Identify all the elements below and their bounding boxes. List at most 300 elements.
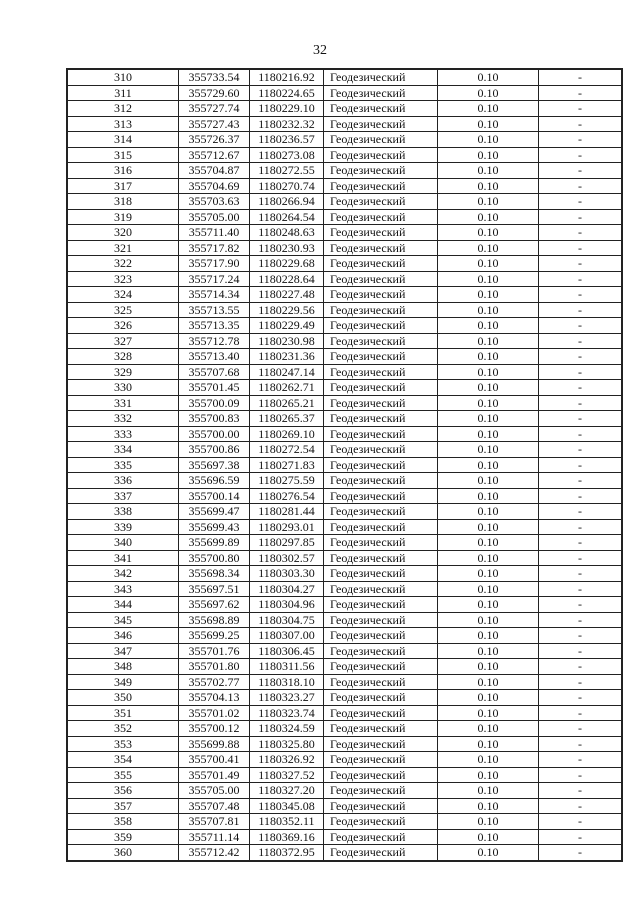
method-cell: Геодезический <box>324 612 438 628</box>
point-number-cell: 320 <box>67 225 179 241</box>
table-row <box>67 721 622 737</box>
point-number-cell: 338 <box>67 504 179 520</box>
point-number-cell: 313 <box>67 116 179 132</box>
note-cell: - <box>539 767 623 783</box>
accuracy-cell: 0.10 <box>438 225 539 241</box>
y-coordinate-cell: 1180227.48 <box>250 287 324 303</box>
y-coordinate-cell: 1180272.54 <box>250 442 324 458</box>
table-row <box>67 178 622 194</box>
table-row <box>67 256 622 272</box>
method-cell: Геодезический <box>324 194 438 210</box>
table-row <box>67 116 622 132</box>
accuracy-cell: 0.10 <box>438 845 539 861</box>
y-coordinate-cell: 1180262.71 <box>250 380 324 396</box>
accuracy-cell: 0.10 <box>438 101 539 117</box>
accuracy-cell: 0.10 <box>438 659 539 675</box>
accuracy-cell: 0.10 <box>438 581 539 597</box>
accuracy-cell: 0.10 <box>438 566 539 582</box>
point-number-cell: 333 <box>67 426 179 442</box>
x-coordinate-cell: 355704.87 <box>179 163 250 179</box>
y-coordinate-cell: 1180265.37 <box>250 411 324 427</box>
method-cell: Геодезический <box>324 163 438 179</box>
note-cell: - <box>539 705 623 721</box>
point-number-cell: 323 <box>67 271 179 287</box>
note-cell: - <box>539 411 623 427</box>
accuracy-cell: 0.10 <box>438 628 539 644</box>
x-coordinate-cell: 355701.80 <box>179 659 250 675</box>
accuracy-cell: 0.10 <box>438 395 539 411</box>
method-cell: Геодезический <box>324 225 438 241</box>
note-cell: - <box>539 442 623 458</box>
note-cell: - <box>539 302 623 318</box>
table-row <box>67 302 622 318</box>
x-coordinate-cell: 355717.24 <box>179 271 250 287</box>
table-row <box>67 535 622 551</box>
table-row <box>67 333 622 349</box>
accuracy-cell: 0.10 <box>438 473 539 489</box>
method-cell: Геодезический <box>324 411 438 427</box>
method-cell: Геодезический <box>324 798 438 814</box>
method-cell: Геодезический <box>324 302 438 318</box>
table-row <box>67 457 622 473</box>
point-number-cell: 348 <box>67 659 179 675</box>
method-cell: Геодезический <box>324 395 438 411</box>
y-coordinate-cell: 1180248.63 <box>250 225 324 241</box>
accuracy-cell: 0.10 <box>438 380 539 396</box>
accuracy-cell: 0.10 <box>438 132 539 148</box>
point-number-cell: 318 <box>67 194 179 210</box>
x-coordinate-cell: 355700.09 <box>179 395 250 411</box>
table-row <box>67 287 622 303</box>
note-cell: - <box>539 798 623 814</box>
method-cell: Геодезический <box>324 736 438 752</box>
y-coordinate-cell: 1180270.74 <box>250 178 324 194</box>
note-cell: - <box>539 426 623 442</box>
y-coordinate-cell: 1180325.80 <box>250 736 324 752</box>
x-coordinate-cell: 355707.68 <box>179 364 250 380</box>
y-coordinate-cell: 1180293.01 <box>250 519 324 535</box>
table-row <box>67 147 622 163</box>
table-row <box>67 426 622 442</box>
x-coordinate-cell: 355714.34 <box>179 287 250 303</box>
x-coordinate-cell: 355702.77 <box>179 674 250 690</box>
point-number-cell: 355 <box>67 767 179 783</box>
note-cell: - <box>539 612 623 628</box>
accuracy-cell: 0.10 <box>438 674 539 690</box>
x-coordinate-cell: 355727.43 <box>179 116 250 132</box>
y-coordinate-cell: 1180323.74 <box>250 705 324 721</box>
method-cell: Геодезический <box>324 535 438 551</box>
method-cell: Геодезический <box>324 705 438 721</box>
y-coordinate-cell: 1180224.65 <box>250 85 324 101</box>
accuracy-cell: 0.10 <box>438 504 539 520</box>
point-number-cell: 341 <box>67 550 179 566</box>
point-number-cell: 345 <box>67 612 179 628</box>
note-cell: - <box>539 178 623 194</box>
note-cell: - <box>539 674 623 690</box>
method-cell: Геодезический <box>324 240 438 256</box>
y-coordinate-cell: 1180324.59 <box>250 721 324 737</box>
note-cell: - <box>539 194 623 210</box>
note-cell: - <box>539 566 623 582</box>
x-coordinate-cell: 355717.90 <box>179 256 250 272</box>
table-row <box>67 597 622 613</box>
point-number-cell: 339 <box>67 519 179 535</box>
y-coordinate-cell: 1180236.57 <box>250 132 324 148</box>
point-number-cell: 356 <box>67 783 179 799</box>
point-number-cell: 359 <box>67 829 179 845</box>
note-cell: - <box>539 783 623 799</box>
x-coordinate-cell: 355700.83 <box>179 411 250 427</box>
x-coordinate-cell: 355711.40 <box>179 225 250 241</box>
table-row <box>67 395 622 411</box>
table-row <box>67 163 622 179</box>
accuracy-cell: 0.10 <box>438 457 539 473</box>
table-row <box>67 643 622 659</box>
x-coordinate-cell: 355696.59 <box>179 473 250 489</box>
y-coordinate-cell: 1180272.55 <box>250 163 324 179</box>
accuracy-cell: 0.10 <box>438 85 539 101</box>
accuracy-cell: 0.10 <box>438 318 539 334</box>
method-cell: Геодезический <box>324 116 438 132</box>
point-number-cell: 328 <box>67 349 179 365</box>
method-cell: Геодезический <box>324 488 438 504</box>
y-coordinate-cell: 1180297.85 <box>250 535 324 551</box>
note-cell: - <box>539 85 623 101</box>
note-cell: - <box>539 457 623 473</box>
accuracy-cell: 0.10 <box>438 705 539 721</box>
point-number-cell: 317 <box>67 178 179 194</box>
method-cell: Геодезический <box>324 581 438 597</box>
point-number-cell: 326 <box>67 318 179 334</box>
x-coordinate-cell: 355701.02 <box>179 705 250 721</box>
table-row <box>67 504 622 520</box>
x-coordinate-cell: 355707.81 <box>179 814 250 830</box>
table-row <box>67 674 622 690</box>
method-cell: Геодезический <box>324 457 438 473</box>
x-coordinate-cell: 355700.86 <box>179 442 250 458</box>
y-coordinate-cell: 1180311.56 <box>250 659 324 675</box>
method-cell: Геодезический <box>324 566 438 582</box>
x-coordinate-cell: 355697.38 <box>179 457 250 473</box>
table-row <box>67 566 622 582</box>
x-coordinate-cell: 355700.41 <box>179 752 250 768</box>
accuracy-cell: 0.10 <box>438 426 539 442</box>
x-coordinate-cell: 355703.63 <box>179 194 250 210</box>
y-coordinate-cell: 1180265.21 <box>250 395 324 411</box>
method-cell: Геодезический <box>324 333 438 349</box>
accuracy-cell: 0.10 <box>438 411 539 427</box>
x-coordinate-cell: 355701.45 <box>179 380 250 396</box>
point-number-cell: 327 <box>67 333 179 349</box>
note-cell: - <box>539 163 623 179</box>
y-coordinate-cell: 1180307.00 <box>250 628 324 644</box>
method-cell: Геодезический <box>324 674 438 690</box>
accuracy-cell: 0.10 <box>438 721 539 737</box>
y-coordinate-cell: 1180303.30 <box>250 566 324 582</box>
point-number-cell: 330 <box>67 380 179 396</box>
method-cell: Геодезический <box>324 287 438 303</box>
table-row <box>67 69 622 85</box>
point-number-cell: 352 <box>67 721 179 737</box>
y-coordinate-cell: 1180232.32 <box>250 116 324 132</box>
point-number-cell: 332 <box>67 411 179 427</box>
point-number-cell: 349 <box>67 674 179 690</box>
note-cell: - <box>539 287 623 303</box>
note-cell: - <box>539 736 623 752</box>
method-cell: Геодезический <box>324 318 438 334</box>
note-cell: - <box>539 380 623 396</box>
point-number-cell: 353 <box>67 736 179 752</box>
x-coordinate-cell: 355697.51 <box>179 581 250 597</box>
table-row <box>67 101 622 117</box>
x-coordinate-cell: 355697.62 <box>179 597 250 613</box>
y-coordinate-cell: 1180372.95 <box>250 845 324 861</box>
accuracy-cell: 0.10 <box>438 333 539 349</box>
x-coordinate-cell: 355701.49 <box>179 767 250 783</box>
table-row <box>67 488 622 504</box>
method-cell: Геодезический <box>324 721 438 737</box>
table-row <box>67 798 622 814</box>
x-coordinate-cell: 355698.89 <box>179 612 250 628</box>
x-coordinate-cell: 355727.74 <box>179 101 250 117</box>
point-number-cell: 311 <box>67 85 179 101</box>
x-coordinate-cell: 355726.37 <box>179 132 250 148</box>
note-cell: - <box>539 271 623 287</box>
table-row <box>67 659 622 675</box>
accuracy-cell: 0.10 <box>438 550 539 566</box>
x-coordinate-cell: 355712.78 <box>179 333 250 349</box>
x-coordinate-cell: 355700.12 <box>179 721 250 737</box>
y-coordinate-cell: 1180266.94 <box>250 194 324 210</box>
note-cell: - <box>539 690 623 706</box>
accuracy-cell: 0.10 <box>438 798 539 814</box>
accuracy-cell: 0.10 <box>438 736 539 752</box>
y-coordinate-cell: 1180323.27 <box>250 690 324 706</box>
note-cell: - <box>539 349 623 365</box>
table-row <box>67 845 622 861</box>
method-cell: Геодезический <box>324 147 438 163</box>
note-cell: - <box>539 473 623 489</box>
point-number-cell: 357 <box>67 798 179 814</box>
y-coordinate-cell: 1180271.83 <box>250 457 324 473</box>
table-row <box>67 194 622 210</box>
accuracy-cell: 0.10 <box>438 194 539 210</box>
accuracy-cell: 0.10 <box>438 209 539 225</box>
note-cell: - <box>539 519 623 535</box>
point-number-cell: 324 <box>67 287 179 303</box>
table-row <box>67 814 622 830</box>
y-coordinate-cell: 1180304.27 <box>250 581 324 597</box>
table-row <box>67 318 622 334</box>
point-number-cell: 316 <box>67 163 179 179</box>
table-row <box>67 783 622 799</box>
y-coordinate-cell: 1180229.68 <box>250 256 324 272</box>
point-number-cell: 334 <box>67 442 179 458</box>
table-row <box>67 519 622 535</box>
note-cell: - <box>539 659 623 675</box>
method-cell: Геодезический <box>324 597 438 613</box>
y-coordinate-cell: 1180229.10 <box>250 101 324 117</box>
method-cell: Геодезический <box>324 690 438 706</box>
note-cell: - <box>539 814 623 830</box>
point-number-cell: 314 <box>67 132 179 148</box>
table-row <box>67 829 622 845</box>
accuracy-cell: 0.10 <box>438 302 539 318</box>
y-coordinate-cell: 1180231.36 <box>250 349 324 365</box>
x-coordinate-cell: 355701.76 <box>179 643 250 659</box>
y-coordinate-cell: 1180327.52 <box>250 767 324 783</box>
y-coordinate-cell: 1180352.11 <box>250 814 324 830</box>
y-coordinate-cell: 1180304.96 <box>250 597 324 613</box>
x-coordinate-cell: 355713.55 <box>179 302 250 318</box>
table-row <box>67 380 622 396</box>
point-number-cell: 351 <box>67 705 179 721</box>
accuracy-cell: 0.10 <box>438 783 539 799</box>
y-coordinate-cell: 1180304.75 <box>250 612 324 628</box>
x-coordinate-cell: 355712.67 <box>179 147 250 163</box>
table-row <box>67 225 622 241</box>
table-row <box>67 132 622 148</box>
y-coordinate-cell: 1180275.59 <box>250 473 324 489</box>
accuracy-cell: 0.10 <box>438 814 539 830</box>
table-row <box>67 581 622 597</box>
y-coordinate-cell: 1180327.20 <box>250 783 324 799</box>
x-coordinate-cell: 355729.60 <box>179 85 250 101</box>
x-coordinate-cell: 355700.00 <box>179 426 250 442</box>
point-number-cell: 342 <box>67 566 179 582</box>
accuracy-cell: 0.10 <box>438 752 539 768</box>
accuracy-cell: 0.10 <box>438 488 539 504</box>
method-cell: Геодезический <box>324 829 438 845</box>
y-coordinate-cell: 1180318.10 <box>250 674 324 690</box>
accuracy-cell: 0.10 <box>438 349 539 365</box>
method-cell: Геодезический <box>324 85 438 101</box>
note-cell: - <box>539 225 623 241</box>
method-cell: Геодезический <box>324 101 438 117</box>
table-row <box>67 473 622 489</box>
method-cell: Геодезический <box>324 643 438 659</box>
point-number-cell: 312 <box>67 101 179 117</box>
method-cell: Геодезический <box>324 132 438 148</box>
method-cell: Геодезический <box>324 256 438 272</box>
x-coordinate-cell: 355699.43 <box>179 519 250 535</box>
x-coordinate-cell: 355713.35 <box>179 318 250 334</box>
point-number-cell: 331 <box>67 395 179 411</box>
point-number-cell: 354 <box>67 752 179 768</box>
point-number-cell: 337 <box>67 488 179 504</box>
y-coordinate-cell: 1180345.08 <box>250 798 324 814</box>
accuracy-cell: 0.10 <box>438 178 539 194</box>
accuracy-cell: 0.10 <box>438 271 539 287</box>
note-cell: - <box>539 581 623 597</box>
accuracy-cell: 0.10 <box>438 643 539 659</box>
method-cell: Геодезический <box>324 814 438 830</box>
y-coordinate-cell: 1180273.08 <box>250 147 324 163</box>
table-row <box>67 271 622 287</box>
x-coordinate-cell: 355699.89 <box>179 535 250 551</box>
note-cell: - <box>539 240 623 256</box>
note-cell: - <box>539 101 623 117</box>
y-coordinate-cell: 1180302.57 <box>250 550 324 566</box>
point-number-cell: 350 <box>67 690 179 706</box>
method-cell: Геодезический <box>324 519 438 535</box>
point-number-cell: 336 <box>67 473 179 489</box>
method-cell: Геодезический <box>324 364 438 380</box>
accuracy-cell: 0.10 <box>438 163 539 179</box>
note-cell: - <box>539 721 623 737</box>
accuracy-cell: 0.10 <box>438 240 539 256</box>
y-coordinate-cell: 1180326.92 <box>250 752 324 768</box>
accuracy-cell: 0.10 <box>438 442 539 458</box>
point-number-cell: 319 <box>67 209 179 225</box>
point-number-cell: 310 <box>67 69 179 85</box>
note-cell: - <box>539 69 623 85</box>
point-number-cell: 360 <box>67 845 179 861</box>
note-cell: - <box>539 318 623 334</box>
method-cell: Геодезический <box>324 442 438 458</box>
accuracy-cell: 0.10 <box>438 116 539 132</box>
method-cell: Геодезический <box>324 349 438 365</box>
x-coordinate-cell: 355704.69 <box>179 178 250 194</box>
method-cell: Геодезический <box>324 767 438 783</box>
coordinates-table-container <box>66 68 610 862</box>
note-cell: - <box>539 147 623 163</box>
y-coordinate-cell: 1180369.16 <box>250 829 324 845</box>
coordinates-table-body <box>67 69 622 861</box>
table-row <box>67 690 622 706</box>
note-cell: - <box>539 535 623 551</box>
y-coordinate-cell: 1180230.93 <box>250 240 324 256</box>
coordinates-table <box>66 68 623 862</box>
accuracy-cell: 0.10 <box>438 535 539 551</box>
table-row <box>67 752 622 768</box>
table-row <box>67 209 622 225</box>
method-cell: Геодезический <box>324 271 438 287</box>
note-cell: - <box>539 132 623 148</box>
note-cell: - <box>539 504 623 520</box>
y-coordinate-cell: 1180229.56 <box>250 302 324 318</box>
note-cell: - <box>539 643 623 659</box>
x-coordinate-cell: 355699.88 <box>179 736 250 752</box>
y-coordinate-cell: 1180229.49 <box>250 318 324 334</box>
point-number-cell: 344 <box>67 597 179 613</box>
x-coordinate-cell: 355705.00 <box>179 783 250 799</box>
x-coordinate-cell: 355699.47 <box>179 504 250 520</box>
method-cell: Геодезический <box>324 209 438 225</box>
accuracy-cell: 0.10 <box>438 612 539 628</box>
accuracy-cell: 0.10 <box>438 256 539 272</box>
x-coordinate-cell: 355700.14 <box>179 488 250 504</box>
y-coordinate-cell: 1180276.54 <box>250 488 324 504</box>
note-cell: - <box>539 333 623 349</box>
page-number: 32 <box>313 43 327 58</box>
x-coordinate-cell: 355700.80 <box>179 550 250 566</box>
point-number-cell: 329 <box>67 364 179 380</box>
method-cell: Геодезический <box>324 783 438 799</box>
accuracy-cell: 0.10 <box>438 287 539 303</box>
method-cell: Геодезический <box>324 473 438 489</box>
note-cell: - <box>539 488 623 504</box>
point-number-cell: 340 <box>67 535 179 551</box>
x-coordinate-cell: 355712.42 <box>179 845 250 861</box>
point-number-cell: 322 <box>67 256 179 272</box>
x-coordinate-cell: 355704.13 <box>179 690 250 706</box>
point-number-cell: 358 <box>67 814 179 830</box>
x-coordinate-cell: 355698.34 <box>179 566 250 582</box>
table-row <box>67 411 622 427</box>
x-coordinate-cell: 355699.25 <box>179 628 250 644</box>
